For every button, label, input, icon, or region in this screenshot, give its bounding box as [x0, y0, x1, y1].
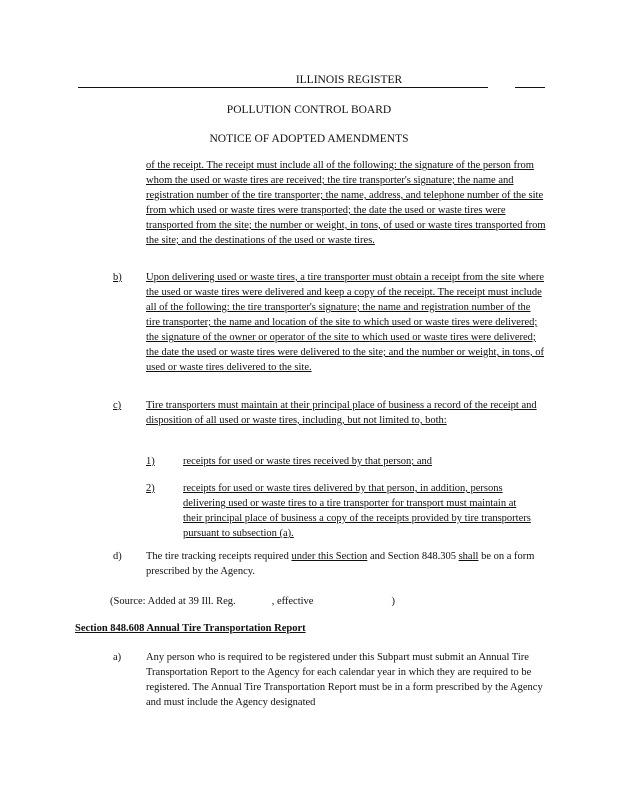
paragraph-c: Tire transporters must maintain at their principal place of business a record of the receipt and disposition of all used or waste tires, including, but not limited to, both:: [146, 400, 537, 426]
paragraph-d-insert-2: shall: [458, 551, 479, 562]
item-2-label: 2): [146, 483, 155, 494]
section-title: Section 848.608 Annual Tire Transportation Report: [75, 623, 306, 634]
paragraph-a-continued: of the receipt. The receipt must include all of the following: the signature of the person from whom the used or waste tires are received; the tire transporter's signature; the name and registration number of the tire transporter; the name, address, and telephone number of the site from which used or waste tires were transported; the date the used or waste tires were transported from the site; the number or weight, in tons, of used or waste tires transported from the site; and the destinations of the used or waste tires.: [146, 160, 546, 246]
source-part-1: (Source: Added at 39 Ill. Reg.: [110, 596, 236, 607]
paragraph-d-text-2: and Section 848.305: [367, 551, 459, 562]
header-rule-right: [515, 87, 545, 88]
paragraph-b-label: b): [113, 272, 122, 283]
item-1-label: 1): [146, 456, 155, 467]
register-title: ILLINOIS REGISTER: [295, 74, 403, 86]
section-paragraph-a: Any person who is required to be registered under this Subpart must submit an Annual Tire Transportation Report to the Agency for each calendar year in which they are required to be registered. The Annual Tire Transportation Report must be in a form prescribed by the Agency and must include the Agency designated: [146, 652, 543, 708]
paragraph-d-insert-1: under this Section: [291, 551, 368, 562]
item-2-text: receipts for used or waste tires delivered by that person, in addition, persons delivering used or waste tires to a tire transporter for transport must maintain at their principal place of business a copy of the receipts provided by tire transporters pursuant to subsection (a).: [183, 483, 531, 539]
notice-title: NOTICE OF ADOPTED AMENDMENTS: [209, 133, 409, 145]
paragraph-c-label: c): [113, 400, 122, 411]
paragraph-b: Upon delivering used or waste tires, a tire transporter must obtain a receipt from the site where the used or waste tires were delivered and keep a copy of the receipt. The receipt must include all of the following: the tire transporter's signature; the name and registration number of the tire transporter; the name and location of the site to which used or waste tires were delivered; the signature of the owner or operator of the site to which used or waste tires were delivered; the date the used or waste tires were delivered to the site; and the number or weight, in tons, of used or waste tires delivered to the site.: [146, 272, 545, 373]
source-note: [110, 594, 530, 609]
paragraph-d-text-3: be on a form prescribed by the Agency.: [146, 551, 535, 577]
board-title: POLLUTION CONTROL BOARD: [226, 104, 392, 116]
paragraph-d: [146, 549, 546, 579]
paragraph-d-label: d): [113, 551, 122, 562]
source-part-3: ): [391, 596, 395, 607]
source-part-2: , effective: [271, 596, 314, 607]
paragraph-d-text-1: The tire tracking receipts required: [146, 551, 292, 562]
item-1-text: receipts for used or waste tires received by that person; and: [183, 456, 432, 467]
section-a-label: a): [113, 652, 122, 663]
header-rule-left: [78, 87, 488, 88]
